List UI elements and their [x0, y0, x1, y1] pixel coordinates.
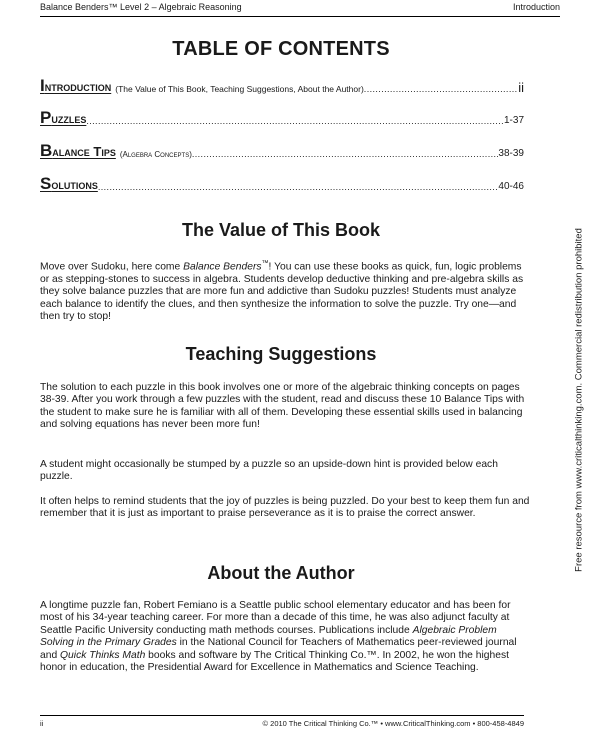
value-paragraph [40, 258, 530, 323]
book-title-italic: Balance Benders [183, 261, 262, 273]
toc-entry-puzzles[interactable] [40, 104, 524, 128]
toc-entry-name: Solutions [40, 174, 98, 193]
teaching-paragraph-2: A student might occasionally be stumped by a puzzle so an upside-down hint is provided below each puzzle. [40, 459, 498, 483]
toc-entry-page: 1-37 [503, 115, 524, 126]
text-run: in the National Council for Teachers of Mathematics peer-reviewed journal and [40, 637, 517, 661]
text-run: ! You can use these books as quick, fun, logic problems or as stepping-stones to success in algebra. Students develop deductive thinking and pre-algebra skills as they solve balance puzzles that are more fun and addictive than Sudoku puzzles! Students must analyze each balance to identify the clues, and then synthesize the information to solve the puzzle. Try one—and then try to stop! [40, 261, 524, 323]
teaching-heading: Teaching Suggestions [185, 344, 377, 364]
toc-entry-name: Balance Tips [40, 141, 116, 160]
toc-leader-dots [364, 84, 518, 96]
author-heading: About the Author [207, 563, 355, 583]
toc-entry-solutions[interactable] [40, 170, 524, 194]
toc-entry-page: 40-46 [498, 181, 524, 192]
trademark-symbol: ™ [261, 260, 269, 267]
toc-leader-dots [86, 116, 504, 128]
text-run: A longtime puzzle fan, Robert Femiano is a Seattle public school elementary educator and has been for most of his 34-year teaching career. For more than a decade of this time, he was also adjunct faculty at Seattle Pacific University conducting math methods courses. Publications include [40, 600, 511, 636]
toc-leader-dots [192, 149, 499, 161]
text-run: books and software by The Critical Thinking Co.™. In 2002, he won the highest honor in education, the Presidential Award for Excellence in Mathematics and Science Teaching. [40, 649, 509, 674]
toc-entry-name: Introduction [40, 76, 112, 95]
author-paragraph [40, 600, 530, 674]
header-section-name: Introduction [512, 2, 560, 12]
page-header [40, 2, 560, 17]
redistribution-notice [568, 200, 590, 600]
text-run: Move over Sudoku, here come [40, 261, 184, 273]
teaching-paragraph-1: The solution to each puzzle in this book involves one or more of the algebraic thinking concepts on pages 38-39. After you work through a few puzzles with the student, read and discuss these 10 Balance Tips with the student to make sure he is familiar with all of them. Developing these essential skills used in balancing and solving equations has never been more fun! [40, 382, 525, 431]
redistribution-notice-text: Free resource from www.criticalthinking.com. Commercial redistribution prohibited [573, 228, 585, 572]
teaching-paragraph-3: It often helps to remind students that the joy of puzzles is being puzzled. Do your best to keep them fun and remember that it is just as important to praise perseverance as it is to praise the correct answer. [40, 496, 530, 520]
publication-title-italic: Algebraic Problem Solving in the Primary Grades [40, 624, 497, 649]
toc-entry-introduction[interactable] [40, 72, 524, 96]
toc-entry-subtitle: (The Value of This Book, Teaching Suggestions, About the Author) [115, 84, 364, 94]
toc-entry-balance-tips[interactable] [40, 137, 524, 161]
toc-title: TABLE OF CONTENTS [172, 38, 390, 60]
toc-leader-dots [98, 182, 499, 194]
footer-copyright: © 2010 The Critical Thinking Co.™ • www.CriticalThinking.com • 800-458-4849 [262, 719, 524, 728]
header-book-title: Balance Benders™ Level 2 – Algebraic Reasoning [40, 2, 242, 12]
toc-entry-subtitle: (Algebra Concepts) [119, 150, 192, 159]
toc-entry-name: Puzzles [40, 108, 87, 127]
value-heading: The Value of This Book [181, 220, 381, 240]
toc-entry-page: ii [518, 80, 524, 95]
publication-title-italic: Quick Thinks Math [60, 649, 146, 661]
toc-entry-page: 38-39 [498, 148, 524, 159]
page-footer [40, 715, 524, 728]
footer-page-number: ii [40, 719, 44, 728]
